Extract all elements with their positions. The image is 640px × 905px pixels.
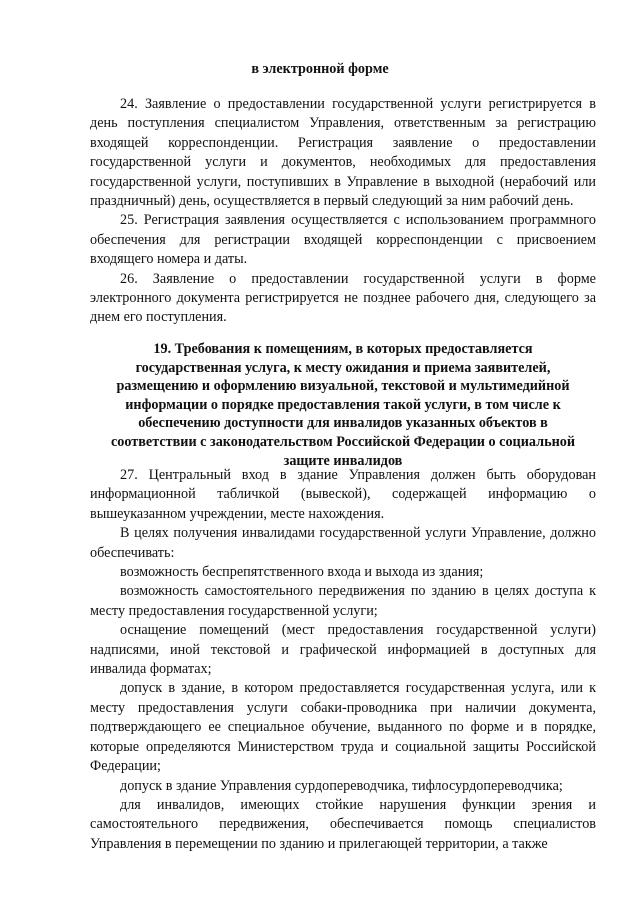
- accessibility-item: возможность беспрепятственного входа и выхода из здания;: [120, 564, 484, 581]
- accessibility-intro: В целях получения инвалидами государственной услуги Управление, должно обеспечивать:: [90, 525, 596, 561]
- page-heading: в электронной форме: [251, 61, 389, 77]
- accessibility-item: допуск в здание Управления сурдопереводчика, тифлосурдопереводчика;: [120, 777, 563, 794]
- registration-section: [90, 95, 596, 328]
- paragraph-25: 25. Регистрация заявления осуществляется с использованием программного обеспечения для регистрации входящей корреспонденции с присвоением входящего номера и даты.: [90, 212, 596, 268]
- section-19-heading: 19. Требования к помещениям, в которых предоставляется государственная услуга, к месту ожидания и приема заявителей, размещению и оформлению визуальной, текстовой и мультимедийной информации о порядке предоставления такой услуги, в том числе к обеспечению доступности для инвалидов указанных объектов в соответствии с законодательством Российской Федерации о социальной защите инвалидов: [110, 341, 576, 469]
- accessibility-item: допуск в здание, в котором предоставляется государственная услуга, или к месту предоставления услуги собаки-проводника при наличии документа, подтверждающего ее специальное обучение, выданного по форме и в порядке, которые определяются Министерством труда и социальной защиты Российской Федерации;: [90, 680, 596, 775]
- paragraph-24: 24. Заявление о предоставлении государственной услуги регистрируется в день поступления специалистом Управления, ответственным за регистрацию входящей корреспонденции. Регистрация заявление о предоставлении государственной услуги и документов, необходимых для предоставления государственной услуги, поступивших в Управление в выходной (нерабочий или праздничный) день, осуществляется в первый следующий за ним рабочий день.: [90, 96, 596, 210]
- accessibility-item: для инвалидов, имеющих стойкие нарушения функции зрения и самостоятельного передвижения, обеспечивается помощь специалистов Управления в перемещении по зданию и прилегающей территории, а также: [90, 796, 596, 852]
- accessibility-item: возможность самостоятельного передвижения по зданию в целях доступа к месту предоставления государственной услуги;: [90, 583, 596, 619]
- paragraph-26: 26. Заявление о предоставлении государственной услуги в форме электронного документа регистрируется не позднее рабочего дня, следующего за днем его поступления.: [90, 270, 596, 326]
- paragraph-27: 27. Центральный вход в здание Управления должен быть оборудован информационной табличкой (вывеской), содержащей информацию о вышеуказанном учреждении, месте нахождения.: [90, 467, 596, 522]
- accessibility-item: оснащение помещений (мест предоставления государственной услуги) надписями, иной текстовой и графической информацией в доступных для инвалида форматах;: [90, 622, 596, 678]
- premises-section: [90, 466, 596, 854]
